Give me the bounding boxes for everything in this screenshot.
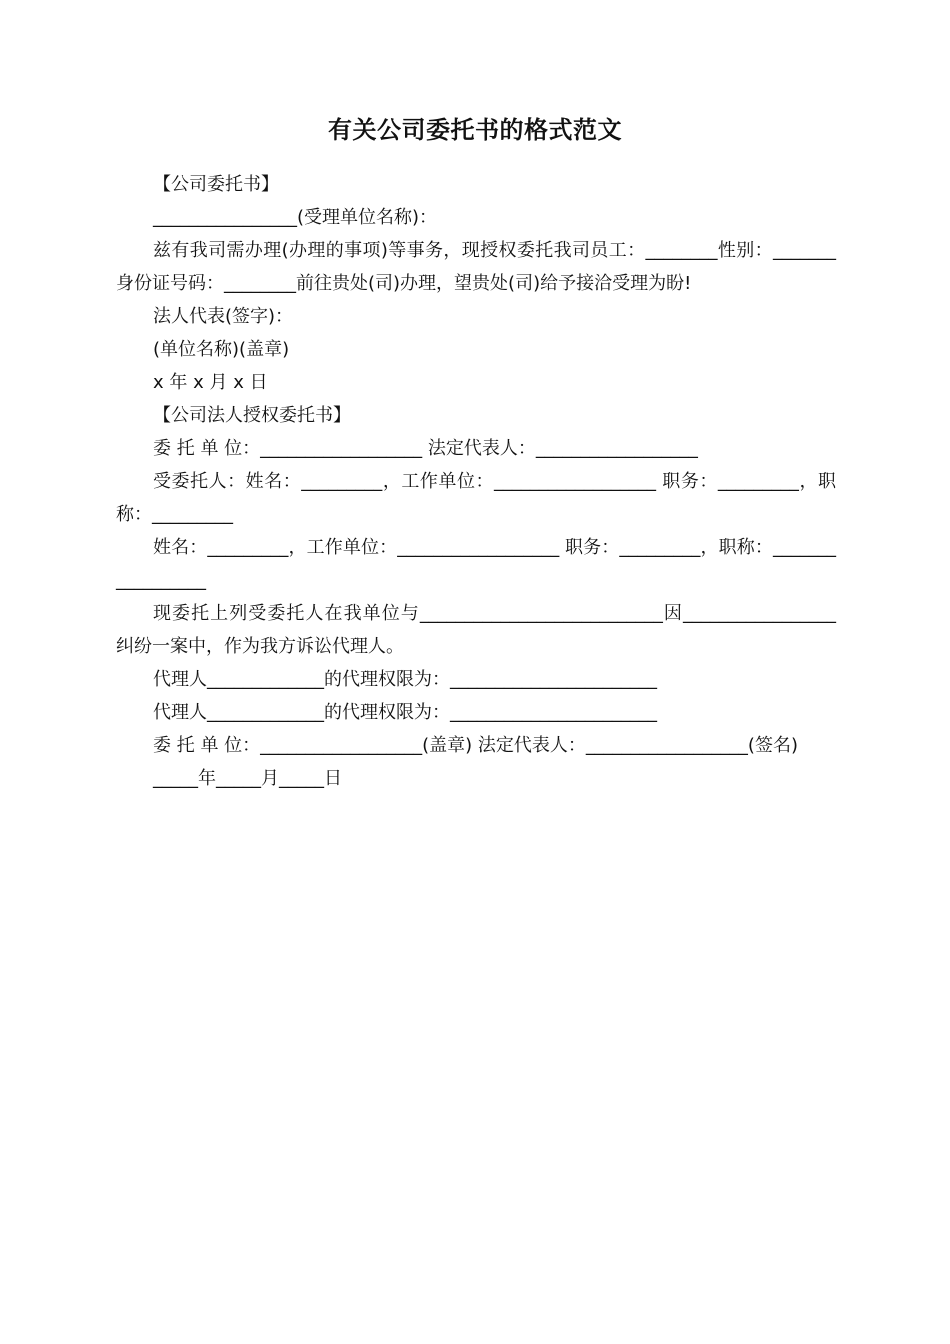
date-line: x 年 x 月 x 日 xyxy=(153,372,268,393)
section-heading-company-letter: 【公司委托书】 xyxy=(153,174,279,195)
authorization-paragraph: 兹有我司需办理(办理的事项)等事务，现授权委托我司员工：________性别：_______身份证号码：________前往贵处(司)办理，望贵处(司)给予接洽受理为盼! xyxy=(116,240,836,294)
company-seal-line: (单位名称)(盖章) xyxy=(153,339,290,360)
entrusting-unit-line: 委 托 单 位：__________________ 法定代表人：__________________ xyxy=(153,438,698,459)
dispute-paragraph: 现委托上列受委托人在我单位与___________________________因_________________纠纷一案中，作为我方诉讼代理人。 xyxy=(116,603,836,657)
section-heading-legal-authorization: 【公司法人授权委托书】 xyxy=(153,405,351,426)
agent-authority-line-2: 代理人_____________的代理权限为：_______________________ xyxy=(153,702,657,723)
legal-rep-signature-line: 法人代表(签字)： xyxy=(153,306,294,327)
document-title: 有关公司委托书的格式范文 xyxy=(328,116,622,144)
closing-date-line: _____年_____月_____日 xyxy=(153,768,342,789)
recipient-line: ________________(受理单位名称)： xyxy=(153,207,438,228)
trustee-line-1: 受委托人：姓名：_________，工作单位：__________________ 职务：_________，职称：_________ xyxy=(116,471,836,525)
trustee-line-2: 姓名：_________，工作单位：__________________ 职务：_________，职称：_________________ xyxy=(116,537,836,591)
closing-signature-line: 委 托 单 位：__________________(盖章) 法定代表人：__________________(签名) xyxy=(153,735,798,756)
document-body xyxy=(116,168,836,795)
agent-authority-line-1: 代理人_____________的代理权限为：_______________________ xyxy=(153,669,657,690)
